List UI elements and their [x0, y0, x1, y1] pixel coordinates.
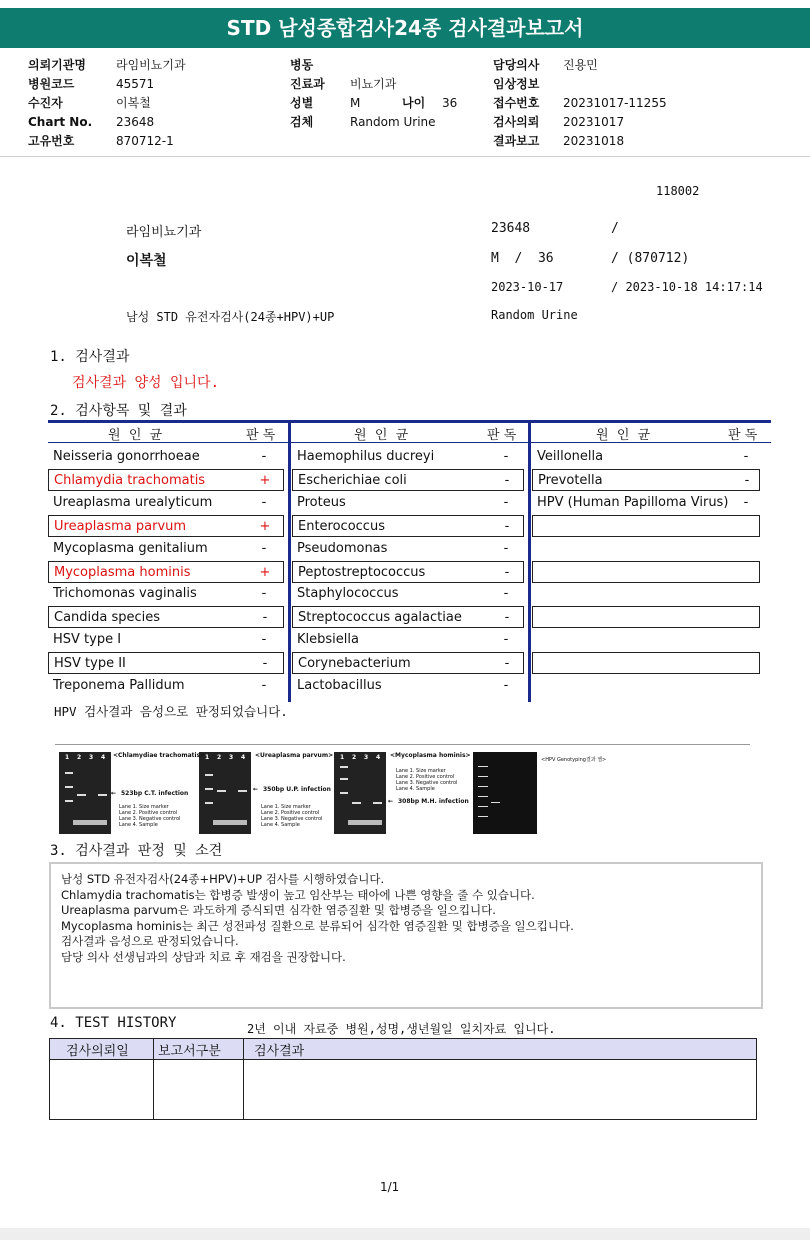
col2-header-judge: 판 독 — [487, 428, 517, 443]
pathogen-name: Chlamydia trachomatis — [54, 472, 206, 488]
receipt-no-value: 20231017-11255 — [563, 96, 667, 110]
report-title: STD 남성종합검사24종 검사결과보고서 — [0, 8, 810, 48]
patient-birth: / (870712) — [611, 251, 690, 266]
pathogen-result: - — [262, 656, 268, 672]
patient-clinic: 라임비뇨기과 — [126, 225, 202, 240]
pathogen-result: - — [261, 632, 267, 648]
pathogen-result: - — [504, 518, 510, 534]
pathogen-result: - — [503, 540, 509, 556]
arrow-left-icon: ← — [111, 790, 117, 797]
opinion-line: 남성 STD 유전자검사(24종+HPV)+UP 검사를 시행하였습니다. — [61, 872, 385, 886]
gel-legend-line: Lane 1. Size marker — [119, 804, 169, 810]
table-row — [292, 606, 524, 628]
pathogen-result: - — [743, 449, 749, 464]
pathogen-result: - — [504, 472, 510, 488]
pathogen-result: - — [504, 564, 510, 580]
opinion-line: Mycoplasma hominis는 최근 성전파성 질환으로 분류되어 심각한 염증질환 및 합병증을 일으킵니다. — [61, 918, 574, 933]
patient-value: 이복철 — [116, 96, 151, 110]
history-cell — [50, 1060, 154, 1120]
pathogen-result: + — [259, 564, 271, 580]
table-row — [532, 538, 760, 560]
gel-legend-line: Lane 1. Size marker — [396, 768, 446, 774]
lane-number: 3 — [89, 754, 94, 761]
gel-legend-line: Lane 2. Positive control — [119, 810, 178, 816]
gel-legend-line: Lane 2. Positive control — [396, 774, 455, 780]
pathogen-name: Prevotella — [538, 472, 603, 488]
pathogen-result: - — [743, 494, 749, 510]
dept-label: 진료과 — [290, 77, 325, 91]
col3-header-judge: 판 독 — [728, 428, 758, 443]
request-date-value: 20231017 — [563, 115, 625, 129]
col3-header-pathogen: 원 인 균 — [596, 428, 651, 443]
dept-value: 비뇨기과 — [350, 77, 397, 91]
pathogen-result: - — [503, 632, 509, 648]
col2-header-pathogen: 원 인 균 — [354, 428, 409, 443]
gel-legend-line: Lane 2. Positive control — [261, 810, 320, 816]
table-row — [292, 561, 524, 583]
pathogen-name: Proteus — [297, 494, 346, 510]
report-date-label: 결과보고 — [493, 134, 540, 148]
table-row — [48, 515, 284, 537]
hospital-value: 라임비뇨기과 — [116, 58, 186, 72]
lane-number: 4 — [241, 754, 246, 761]
history-col-type: 보고서구분 — [154, 1039, 244, 1060]
patient-label: 수진자 — [28, 96, 63, 110]
table-row — [48, 675, 284, 697]
table-row — [48, 583, 284, 605]
pathogen-name: Mycoplasma genitalium — [53, 540, 208, 556]
pathogen-name: Ureaplasma urealyticum — [53, 494, 213, 510]
pathogen-name: Trichomonas vaginalis — [53, 586, 197, 602]
opinion-line: 담당 의사 선생님과의 상담과 치료 후 재검을 권장합니다. — [61, 949, 346, 964]
pathogen-result: - — [261, 678, 267, 693]
pathogen-result: - — [261, 540, 267, 556]
gel-2-image — [199, 752, 251, 834]
patient-sex-age: M / 36 — [491, 251, 554, 266]
gel-legend-line: Lane 3. Negative control — [119, 816, 181, 822]
pathogen-name: Lactobacillus — [297, 678, 382, 693]
table-row — [48, 538, 284, 560]
pathogen-name: HSV type I — [53, 632, 122, 648]
header-divider — [0, 156, 810, 157]
overall-result: 검사결과 양성 입니다. — [72, 375, 220, 391]
page-number: 1/1 — [380, 1180, 400, 1194]
opinion-line: 검사결과 음성으로 판정되었습니다. — [61, 934, 239, 948]
pathogen-name: Veillonella — [537, 449, 604, 464]
header-col-2 — [290, 56, 457, 132]
pathogen-name: Candida species — [54, 610, 161, 626]
gel-top-rule — [55, 744, 750, 745]
section-2-title: 2. 검사항목 및 결과 — [50, 403, 187, 419]
opinion-line: Ureaplasma parvum은 과도하게 증식되면 심각한 염증질환 및 합병증을 일으킵니다. — [61, 903, 496, 917]
table-row — [48, 561, 284, 583]
doctor-label: 담당의사 — [493, 58, 540, 72]
pathogen-result: - — [261, 449, 267, 464]
gel-legend-line: Lane 3. Negative control — [396, 780, 458, 786]
clinical-info-label: 임상정보 — [493, 77, 540, 91]
opinion-box — [49, 862, 763, 1009]
table-row — [292, 652, 524, 674]
col1-header-pathogen: 원 인 균 — [108, 428, 163, 443]
pathogen-name: Staphylococcus — [297, 586, 399, 602]
history-col-request: 검사의뢰일 — [50, 1039, 154, 1060]
gel-legend-line: Lane 4. Sample — [261, 822, 300, 828]
pathogen-name: Treponema Pallidum — [53, 678, 185, 693]
pathogen-result: - — [504, 656, 510, 672]
table-row — [532, 629, 760, 651]
table-row — [292, 675, 524, 697]
report-code: 118002 — [656, 184, 700, 198]
hospital-code-label: 병원코드 — [28, 77, 75, 91]
header-col-3 — [493, 56, 667, 151]
opinion-line: Chlamydia trachomatis는 합병증 발생이 높고 임산부는 태아에 나쁜 영향을 줄 수 있습니다. — [61, 887, 535, 902]
pathogen-result: + — [259, 472, 271, 488]
table-row — [48, 652, 284, 674]
gel-band-label: 350bp U.P. infection — [263, 786, 331, 793]
pathogen-name: HPV (Human Papilloma Virus) — [537, 494, 729, 510]
gel-legend-line: Lane 1. Size marker — [261, 804, 311, 810]
pathogen-name: Peptostreptococcus — [298, 564, 426, 580]
pathogen-name: Haemophilus ducreyi — [297, 449, 435, 464]
pathogen-name: Streptococcus agalactiae — [298, 610, 462, 626]
ward-label: 병동 — [290, 58, 314, 72]
table-row — [292, 492, 524, 514]
history-note: 2년 이내 자료중 병원,성명,생년월일 일치자료 입니다. — [247, 1022, 556, 1036]
history-cell — [244, 1060, 757, 1120]
gel-band-label: 308bp M.H. infection — [398, 798, 469, 805]
table-row — [532, 606, 760, 628]
gel-title: <HPV Genotyping결과 젤> — [541, 757, 607, 763]
table-row — [292, 469, 524, 491]
pathogen-result: - — [503, 586, 509, 602]
section-4-title: 4. TEST HISTORY — [50, 1015, 177, 1031]
lane-number: 4 — [101, 754, 106, 761]
history-col-result: 검사결과 — [244, 1039, 757, 1060]
pathogen-result: - — [503, 494, 509, 510]
lane-number: 2 — [77, 754, 82, 761]
history-empty-row — [50, 1060, 757, 1120]
lane-number: 3 — [364, 754, 369, 761]
lane-number: 2 — [352, 754, 357, 761]
page-bottom-strip — [0, 1228, 810, 1240]
pathogen-name: Neisseria gonorrhoeae — [53, 449, 200, 464]
lane-number: 1 — [205, 754, 210, 761]
history-cell — [154, 1060, 244, 1120]
section-1-title: 1. 검사결과 — [50, 349, 130, 365]
patient-slash: / — [611, 221, 619, 236]
pathogen-result: - — [261, 586, 267, 602]
header-col-1 — [28, 56, 186, 151]
col1-header-judge: 판 독 — [246, 428, 276, 443]
patient-name: 이복철 — [126, 253, 167, 269]
lane-number: 2 — [217, 754, 222, 761]
test-specimen: Random Urine — [491, 308, 578, 322]
gel-1-image — [59, 752, 111, 834]
table-row — [48, 469, 284, 491]
pathogen-name: HSV type II — [54, 656, 126, 672]
gel-title: <Ureaplasma parvum> — [255, 752, 334, 759]
sex-value: M — [350, 96, 361, 110]
table-row — [48, 606, 284, 628]
col-divider-2 — [528, 420, 531, 702]
unique-no-value: 870712-1 — [116, 134, 174, 148]
lane-number: 1 — [340, 754, 345, 761]
request-date-label: 검사의뢰 — [493, 115, 540, 129]
patient-date-1: 2023-10-17 — [491, 280, 564, 294]
lane-number: 4 — [376, 754, 381, 761]
table-top-rule — [48, 420, 771, 423]
table-row — [532, 561, 760, 583]
gel-legend-line: Lane 4. Sample — [119, 822, 158, 828]
hpv-note: HPV 검사결과 음성으로 판정되었습니다. — [54, 704, 288, 719]
pathogen-name: Pseudomonas — [297, 540, 388, 556]
patient-chart: 23648 — [491, 221, 531, 236]
report-date-value: 20231018 — [563, 134, 625, 148]
table-row — [532, 469, 760, 491]
specimen-value: Random Urine — [350, 115, 436, 129]
pathogen-name: Enterococcus — [298, 518, 385, 534]
pathogen-name: Corynebacterium — [298, 656, 411, 672]
arrow-left-icon: ← — [388, 798, 394, 805]
patient-date-2: / 2023-10-18 14:17:14 — [611, 280, 763, 294]
pathogen-result: + — [259, 518, 271, 534]
table-row — [48, 492, 284, 514]
pathogen-name: Ureaplasma parvum — [54, 518, 187, 534]
doctor-value: 진용민 — [563, 58, 598, 72]
section-3-title: 3. 검사결과 판정 및 소견 — [50, 843, 223, 859]
pathogen-result: - — [503, 678, 509, 693]
gel-title: <Chlamydiae trachomatis> — [113, 752, 206, 759]
gel-legend-line: Lane 4. Sample — [396, 786, 435, 792]
arrow-left-icon: ← — [253, 786, 259, 793]
col-divider-1 — [288, 420, 291, 702]
lane-number: 1 — [65, 754, 70, 761]
test-name: 남성 STD 유전자검사(24종+HPV)+UP — [126, 310, 335, 324]
age-value: 36 — [442, 96, 458, 110]
gel-4-image — [473, 752, 537, 834]
specimen-label: 검체 — [290, 115, 314, 129]
receipt-no-label: 접수번호 — [493, 96, 540, 110]
table-row — [292, 583, 524, 605]
table-row — [292, 446, 524, 468]
hospital-label: 의뢰기관명 — [28, 58, 86, 72]
gel-band-label: 523bp C.T. infection — [121, 790, 189, 797]
table-row — [532, 492, 760, 514]
gel-3-image — [334, 752, 386, 834]
pathogen-result: - — [262, 610, 268, 626]
hospital-code-value: 45571 — [116, 77, 155, 91]
gel-images — [55, 746, 750, 838]
history-header-row — [50, 1039, 757, 1060]
table-row — [48, 629, 284, 651]
table-row — [532, 675, 760, 697]
unique-no-label: 고유번호 — [28, 134, 75, 148]
pathogen-result: - — [744, 472, 750, 488]
gel-title: <Mycoplasma hominis> — [390, 752, 471, 759]
chart-no-value: 23648 — [116, 115, 155, 129]
sex-label: 성별 — [290, 96, 314, 110]
table-row — [292, 538, 524, 560]
results-table — [48, 420, 771, 702]
pathogen-result: - — [504, 610, 510, 626]
lane-number: 3 — [229, 754, 234, 761]
table-row — [532, 583, 760, 605]
pathogen-name: Mycoplasma hominis — [54, 564, 191, 580]
pathogen-name: Klebsiella — [297, 632, 359, 648]
pathogen-result: - — [261, 494, 267, 510]
table-row — [532, 515, 760, 537]
age-label: 나이 — [402, 96, 426, 110]
table-row — [292, 515, 524, 537]
pathogen-result: - — [503, 449, 509, 464]
chart-no-label: Chart No. — [28, 115, 93, 129]
history-table — [49, 1038, 757, 1120]
table-row — [292, 629, 524, 651]
pathogen-name: Escherichiae coli — [298, 472, 407, 488]
table-row — [532, 446, 760, 468]
table-row — [48, 446, 284, 468]
table-row — [532, 652, 760, 674]
gel-legend-line: Lane 3. Negative control — [261, 816, 323, 822]
